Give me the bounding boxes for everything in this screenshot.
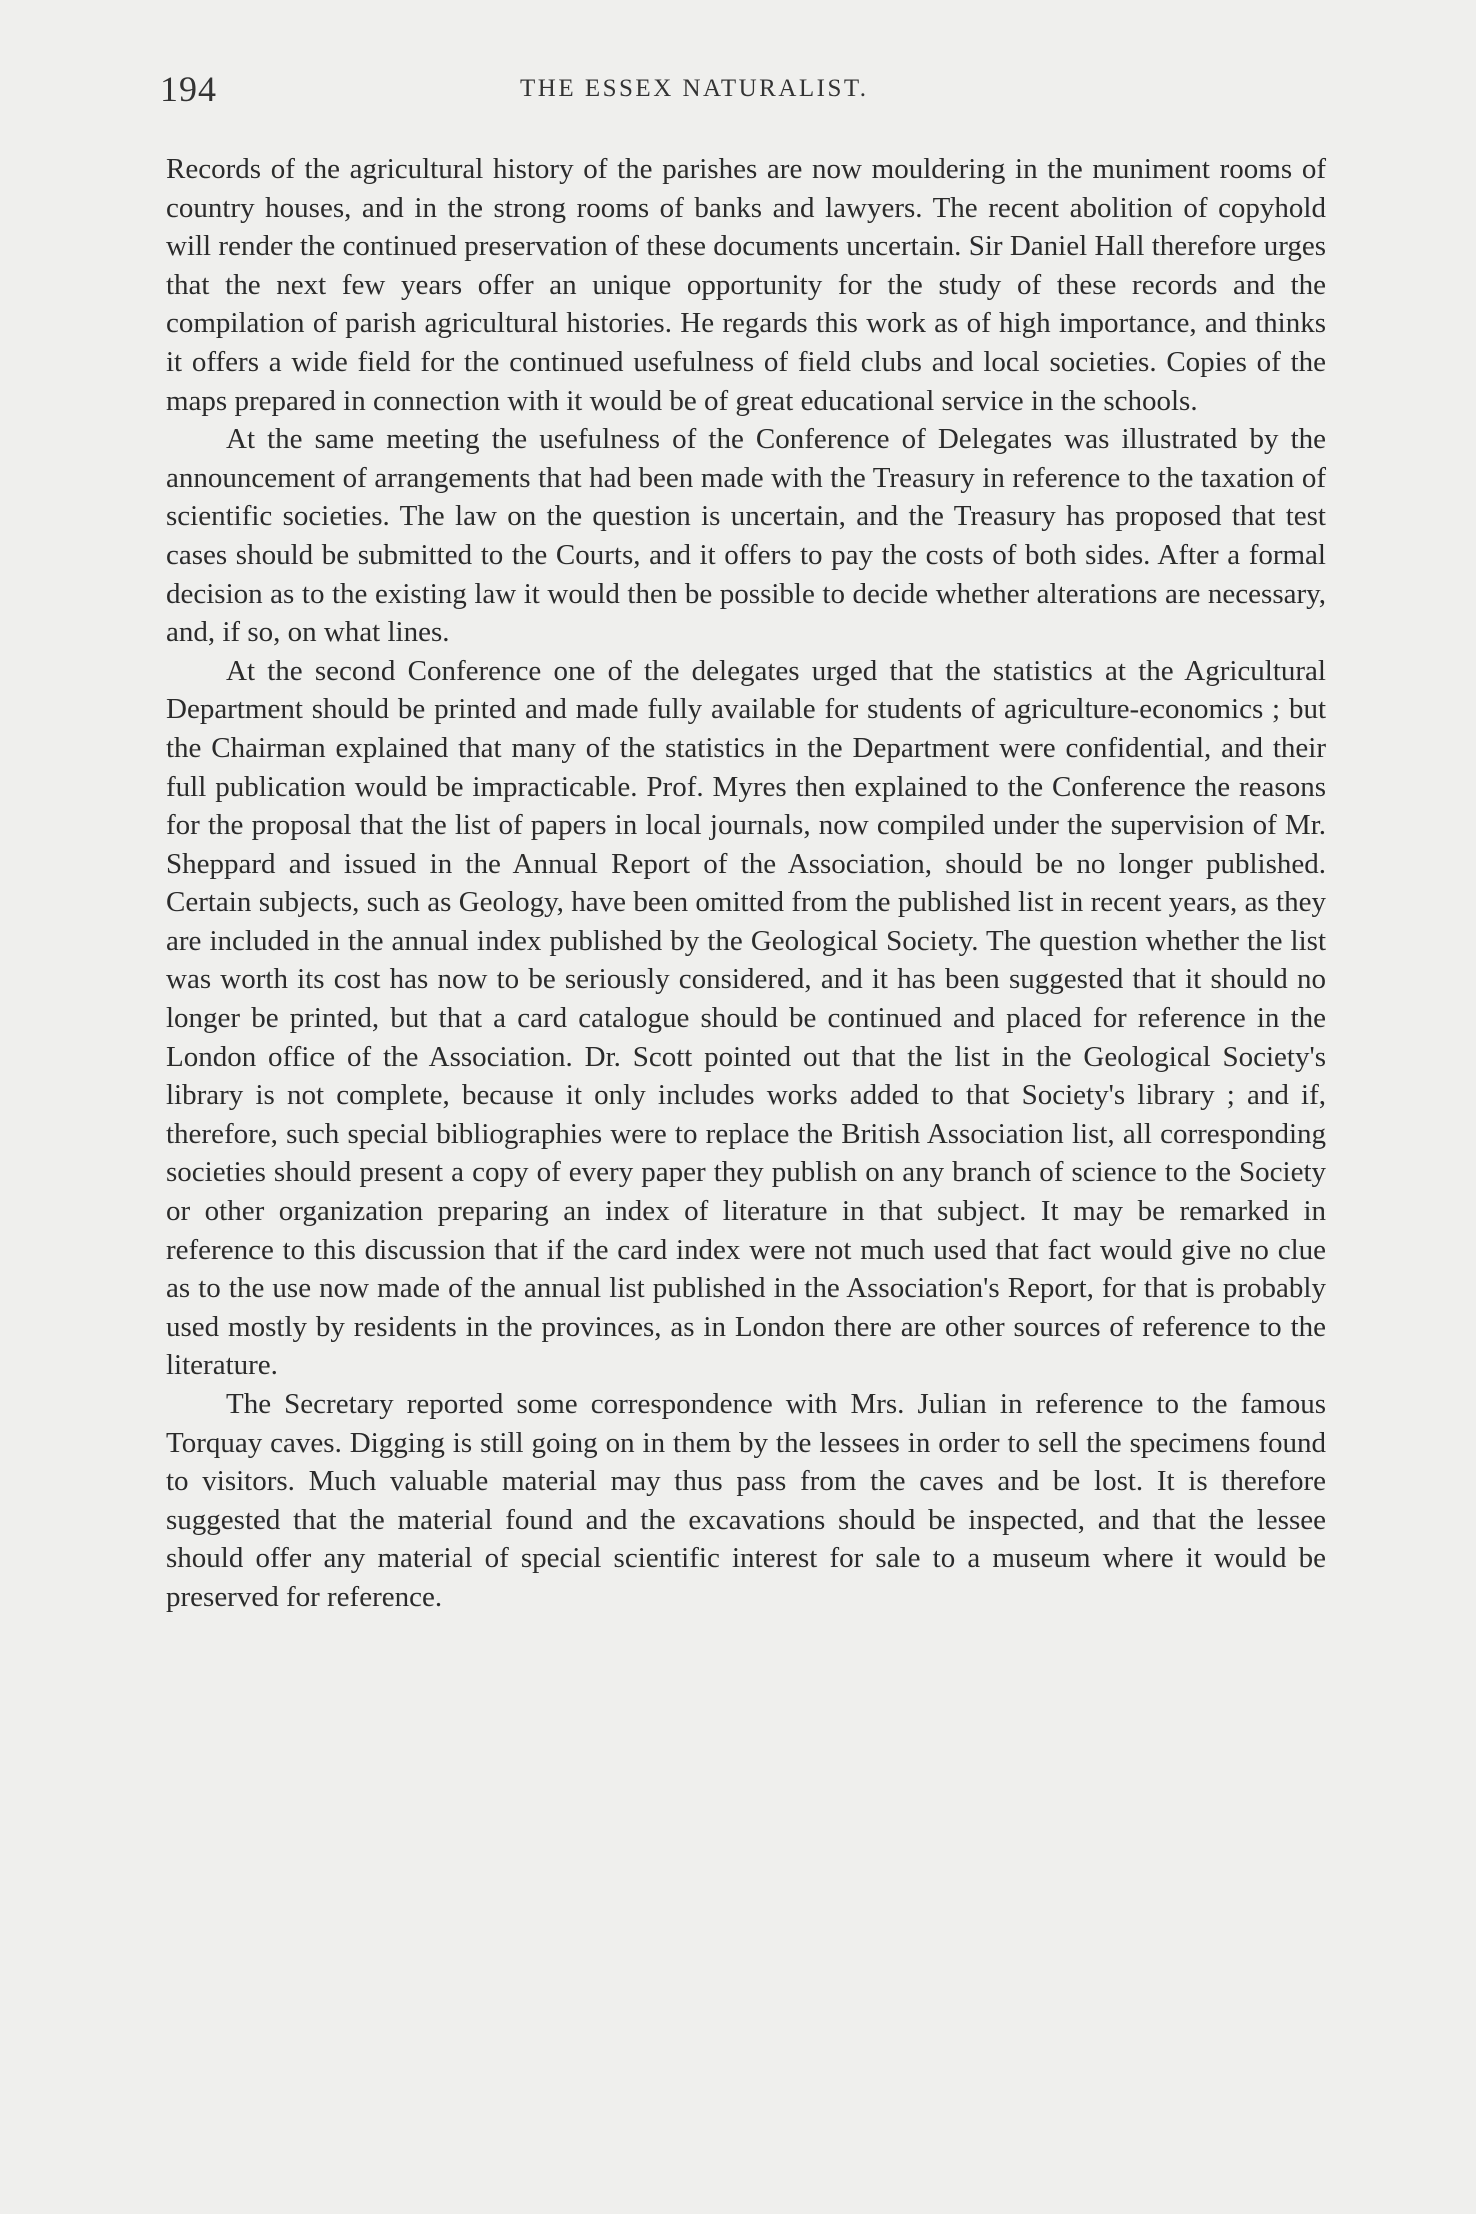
paragraph-4: The Secretary reported some correspondence with Mrs. Julian in reference to the famous Torquay caves. Digging is still going on in them by the lessees in order to sell the specimens found to visitors. Much valuable material may thus pass from the caves and be lost. It is therefore suggested that the material found and the excavations should be inspected, and that the lessee should offer any material of special scientific interest for sale to a museum where it would be preserved for reference. bbox=[166, 1388, 1326, 1613]
paragraph-2: At the same meeting the usefulness of the Conference of Delegates was illustrated by the announcement of arrangements that had been made with the Treasury in reference to the taxation of scientific societies. The law on the question is uncertain, and the Treasury has proposed that test cases should be submitted to the Courts, and it offers to pay the costs of both sides. After a formal decision as to the existing law it would then be possible to decide whether alterations are necessary, and, if so, on what lines. bbox=[166, 423, 1326, 649]
body-text bbox=[166, 150, 1326, 1617]
page-number: 194 bbox=[160, 69, 217, 109]
page-header bbox=[160, 68, 1326, 118]
paragraph-3: At the second Conference one of the delegates urged that the statistics at the Agricultural Department should be printed and made fully available for students of agriculture-economics ; but the Chairman explained that many of the statistics in the Department were confidential, and their full publication would be impracticable. Prof. Myres then explained to the Conference the reasons for the proposal that the list of papers in local journals, now compiled under the supervision of Mr. Sheppard and issued in the Annual Report of the Association, should be no longer published. Certain subjects, such as Geology, have been omitted from the published list in recent years, as they are included in the annual index published by the Geological Society. The question whether the list was worth its cost has now to be seriously considered, and it has been suggested that it should no longer be printed, but that a card catalogue should be continued and placed for reference in the London office of the Association. Dr. Scott pointed out that the list in the Geological Society's library is not complete, because it only includes works added to that Society's library ; and if, therefore, such special bibliographies were to replace the British Association list, all corresponding societies should present a copy of every paper they publish on any branch of science to the Society or other organization preparing an index of literature in that subject. It may be remarked in reference to this discussion that if the card index were not much used that fact would give no clue as to the use now made of the annual list published in the Association's Report, for that is probably used mostly by residents in the provinces, as in London there are other sources of reference to the literature. bbox=[166, 654, 1326, 1382]
paragraph-1: Records of the agricultural history of the parishes are now mouldering in the muniment rooms of country houses, and in the strong rooms of banks and lawyers. The recent abolition of copyhold will render the continued preservation of these documents uncertain. Sir Daniel Hall therefore urges that the next few years offer an unique opportunity for the study of these records and the compilation of parish agricultural histories. He regards this work as of high importance, and thinks it offers a wide field for the continued usefulness of field clubs and local societies. Copies of the maps prepared in connection with it would be of great educational service in the schools. bbox=[166, 153, 1326, 417]
running-head: THE ESSEX NATURALIST. bbox=[520, 75, 869, 102]
